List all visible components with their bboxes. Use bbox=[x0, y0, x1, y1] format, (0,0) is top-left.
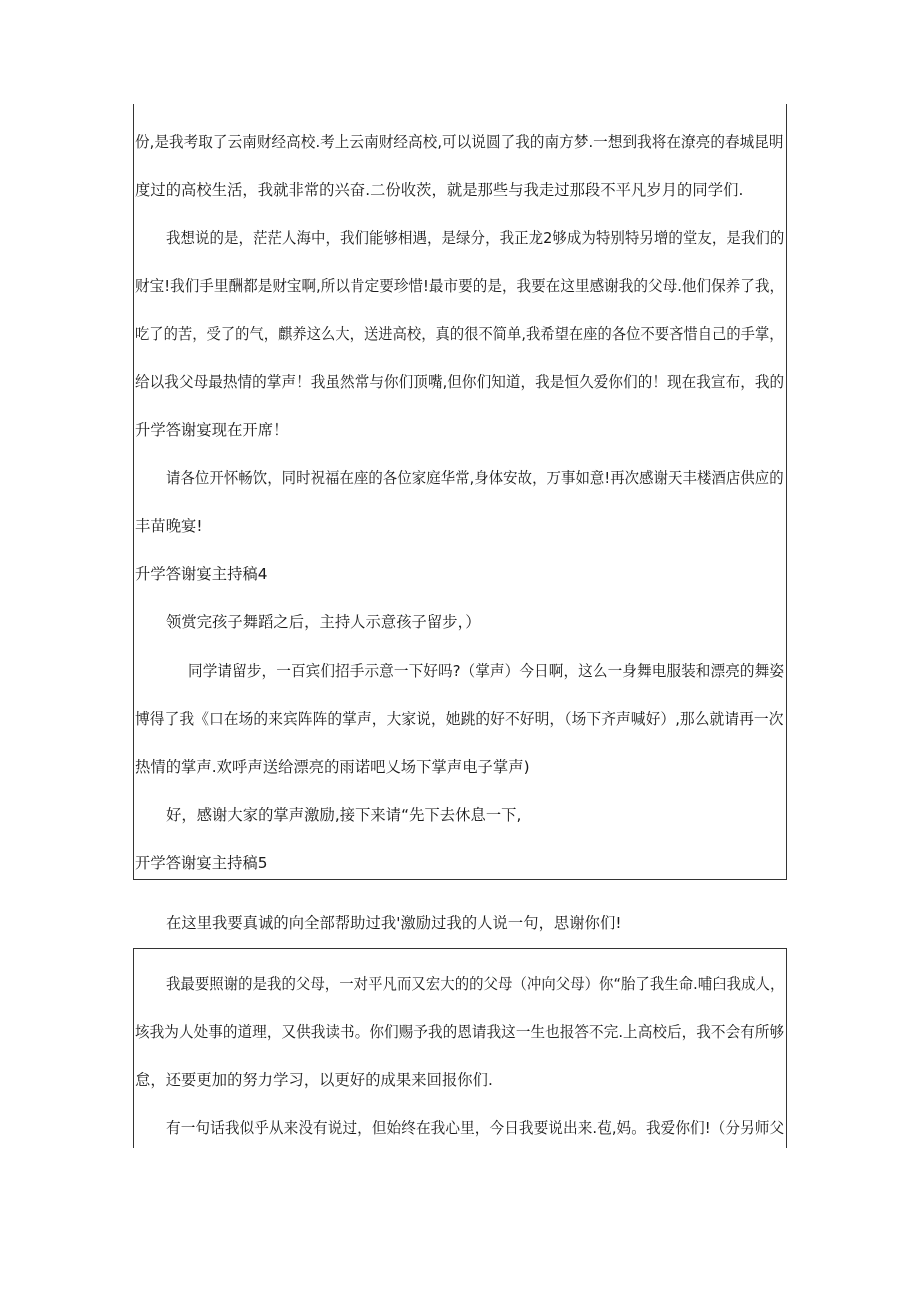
paragraph-line: 有一句话我似乎从来没有说过，但始终在我心里，今日我要说出来.苞,妈。我爱你们!（分另师父 bbox=[166, 1119, 785, 1137]
paragraph-line: 请各位开怀畅饮，同时祝福在座的各位家庭华常,身体安故，万事如意!再次感谢天丰楼酒店供应的 bbox=[166, 469, 784, 487]
paragraph-line: 领赏完孩子舞蹈之后，主持人示意孩子留步，） bbox=[166, 613, 481, 631]
paragraph-line: 财宝!我们手里酬都是财宝啊,所以肯定要珍惜!最市要的是，我要在这里感谢我的父母.他们保养了我， bbox=[135, 277, 785, 295]
paragraph-line: 同学请留步，一百宾们招手示意一下好吗?（掌声）今日啊，这么一身舞电服装和漂亮的舞姿 bbox=[188, 662, 785, 680]
section-heading: 升学答谢宴主持稿4 bbox=[135, 565, 268, 583]
paragraph-line: 吃了的苦，受了的气，麒养这么大，送进高校，真的很不简单,我希望在座的各位不要吝惜自己的手掌， bbox=[135, 325, 784, 343]
paragraph-line: 在这里我要真诚的向全部帮助过我'激励过我的人说一句，思谢你们! bbox=[166, 914, 622, 932]
paragraph-line: 丰苗晚宴! bbox=[135, 517, 203, 535]
paragraph-line: 好，感谢大家的掌声激励,接下来请“先下去休息一下, bbox=[166, 806, 522, 824]
paragraph-line: 升学答谢宴现在开席！ bbox=[135, 421, 289, 439]
paragraph-line: 热情的掌声.欢呼声送给漂亮的雨诺吧乂场下掌声电子掌声) bbox=[135, 758, 530, 776]
paragraph-line: 度过的高校生活，我就非常的兴奋.二份收茨，就是那些与我走过那段不平凡岁月的同学们. bbox=[135, 181, 744, 199]
paragraph-line: 我想说的是，茫茫人海中，我们能够相遇，是绿分，我正龙2够成为特别特另增的堂友，是我们的 bbox=[166, 229, 785, 247]
section-heading: 开学答谢宴主持稿5 bbox=[135, 854, 268, 872]
paragraph-line: 怠，还要更加的努力学习，以更好的成果来回报你们. bbox=[135, 1071, 493, 1089]
paragraph-line: 博得了我《口在场的来宾阵阵的掌声，大家说，她跳的好不好明，（场下齐声喊好）,那么就请再一次 bbox=[135, 710, 784, 728]
paragraph-line: 给以我父母最热情的掌声！我虽然常与你们顶嘴,但你们知道，我是恒久爱你们的！现在我宣布，我的 bbox=[135, 373, 785, 391]
paragraph-line: 我最要照谢的是我的父母，一对平凡而又宏大的的父母（冲向父母）你“胎了我生命.哺臼我成人， bbox=[166, 975, 785, 993]
paragraph-line: 垓我为人处事的道理，又供我读书。你们赐予我的恩请我这一生也报答不完.上高校后，我不会有所够 bbox=[135, 1023, 785, 1041]
paragraph-line: 份,是我考取了云南财经高校.考上云南财经高校,可以说圆了我的南方梦.一想到我将在潦亮的春城昆明 bbox=[135, 133, 784, 151]
